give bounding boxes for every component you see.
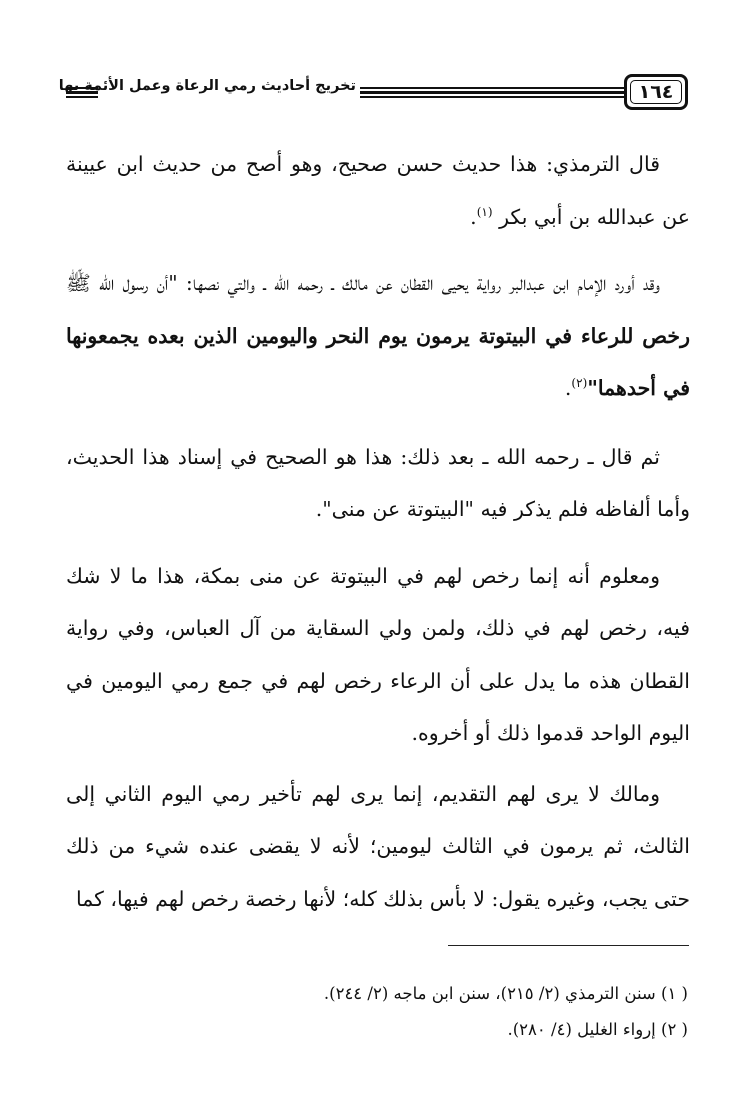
paragraph-1-text: قال الترمذي: هذا حديث حسن صحيح، وهو أصح من حديث ابن عيينة عن عبدالله بن أبي بكر [66,152,690,229]
footnote-2: ( ٢) إرواء الغليل (٤/ ٢٨٠). [507,1020,688,1039]
paragraph-3: ثم قال ـ رحمه الله ـ بعد ذلك: هذا هو الصحيح في إسناد هذا الحديث، وأما ألفاظه فلم يذكر فيه "البيتوتة عن منى". [66,444,690,521]
paragraph-1 [66,138,690,243]
footnote-separator [448,945,689,946]
footnote-ref-2[interactable]: (٢) [571,376,588,391]
paragraph-5: ومالك لا يرى لهم التقديم، إنما يرى لهم تأخير رمي اليوم الثاني إلى الثالث، ثم يرمون في الثالث ليومين؛ لأنه لا يقضى عنده شيء من ذلك حتى يجب، وغيره يقول: لا بأس بذلك كله؛ لأنها رخصة رخص لهم فيها، كما [66,781,690,911]
page-number: ١٦٤ [638,81,674,103]
footnote-ref-1[interactable]: (١) [476,204,493,219]
paragraph-2-text: وقد أورد الإمام ابن عبدالبر رواية يحيى القطان عن مالك ـ رحمه الله ـ والتي نصها: "أن رسول الله ﷺ [66,271,660,295]
header-ornament-rule [360,87,624,99]
paragraph-4: ومعلوم أنه إنما رخص لهم في البيتوتة عن منى بمكة، هذا ما لا شك فيه، رخص لهم في ذلك، ولمن ولي السقاية من آل العباس، وفي رواية القطان هذه ما يدل على أن الرعاء رخص لهم في جمع رمي اليومين في اليوم الواحد قدموا ذلك أو أخروه. [66,563,690,745]
paragraph-2-end: . [564,376,572,400]
running-title: تخريج أحاديث رمي الرعاة وعمل الأئمة بها [58,78,356,94]
page-number-frame [624,74,688,110]
hadith-quote: رخص للرعاء في البيتوتة يرمون يوم النحر واليومين الذين بعده يجمعونها في أحدهما" [66,323,690,400]
footnotes [160,976,688,1048]
footnote-1: ( ١) سنن الترمذي (٢/ ٢١٥)، سنن ابن ماجه (٢/ ٢٤٤). [323,984,688,1003]
main-text [66,138,690,940]
paragraph-1-end: . [470,204,477,229]
page-header [58,68,692,118]
paragraph-2 [66,257,690,415]
